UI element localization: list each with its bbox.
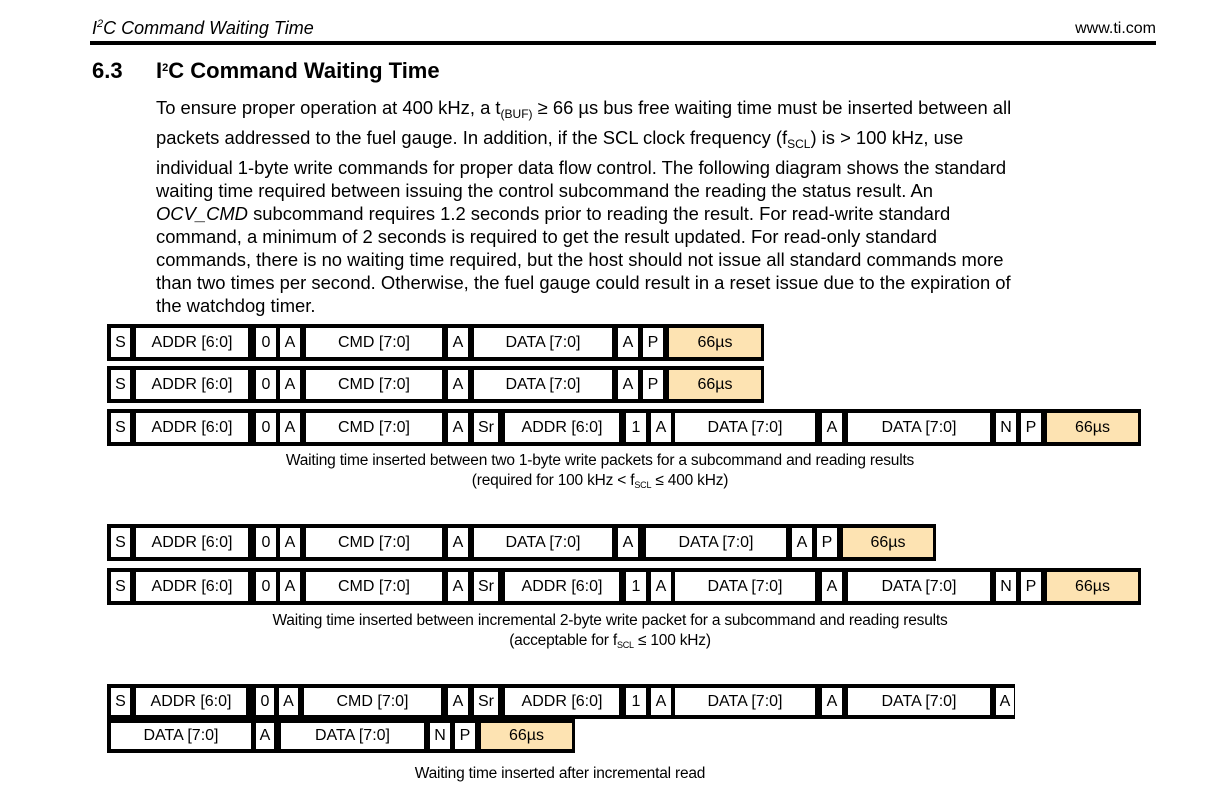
bit-field-cell: N xyxy=(996,413,1016,442)
bit-field-cell: 0 xyxy=(256,528,276,557)
bit-field-cell: 1 xyxy=(626,572,646,601)
bit-field-cell: DATA [7:0] xyxy=(281,723,424,749)
bit-field-cell: S xyxy=(111,328,130,357)
bit-field-cell: N xyxy=(430,723,450,749)
bit-field-cell: CMD [7:0] xyxy=(306,572,442,601)
body-paragraph: To ensure proper operation at 400 kHz, a $t_{(BUF)} \ge 66$ µs bus free waiting time must be inserted between all packets addressed to the fuel gauge. In addition, if the SCL clock frequency $(f_{SCL})$ is > 100 kHz, use individual 1-byte write commands for proper data flow control. The following diagram shows the standard waiting time required between issuing the control subcommand the reading the status result. An OCV_CMD subcommand requires 1.2 seconds prior to reading the result. For read-write standard command, a minimum of 2 seconds is required to get the result updated. For read-only standard commands, there is no waiting time required, but the host should not issue all standard commands more than two times per second. Otherwise, the fuel gauge could result in a reset issue due to the expiration of the watchdog timer. xyxy=(156,97,1012,316)
bit-field-cell: CMD [7:0] xyxy=(306,328,442,357)
bit-field-cell: DATA [7:0] xyxy=(474,528,612,557)
bit-field-cell: P xyxy=(1021,572,1041,601)
bit-field-cell: A xyxy=(280,370,300,399)
bit-field-cell: A xyxy=(618,328,638,357)
bit-field-cell: S xyxy=(111,572,130,601)
bit-field-cell: A xyxy=(448,688,468,715)
running-title: $I^2C$ Command Waiting Time xyxy=(92,18,314,38)
bit-field-cell: DATA [7:0] xyxy=(675,572,815,601)
bit-field-cell: A xyxy=(651,688,671,715)
wait-time-cell: 66µs xyxy=(1047,572,1138,601)
bit-field-cell: ADDR [6:0] xyxy=(136,528,248,557)
bit-field-cell: P xyxy=(643,328,663,357)
bit-field-cell: ADDR [6:0] xyxy=(505,688,619,715)
wait-time-cell: 66µs xyxy=(843,528,933,557)
bit-field-cell: ADDR [6:0] xyxy=(136,688,246,715)
bit-field-cell: A xyxy=(651,572,671,601)
bit-field-cell: A xyxy=(448,370,468,399)
diagram-1-row-1 xyxy=(107,324,764,361)
bit-field-cell: 1 xyxy=(626,688,646,715)
bit-field-cell: 0 xyxy=(256,413,276,442)
bit-field-cell: A xyxy=(280,413,300,442)
diagram-3-caption: Waiting time inserted after incremental read xyxy=(414,765,706,782)
bit-field-cell: DATA [7:0] xyxy=(848,688,990,715)
bit-field-cell: S xyxy=(111,413,130,442)
diagram-2-caption: Waiting time inserted between incremental 2-byte write packet for a subcommand and reading results (acceptable for $f_{SCL} \le 100$ kHz) xyxy=(272,612,948,650)
bit-field-cell: A xyxy=(448,328,468,357)
diagram-1-caption: Waiting time inserted between two 1-byte write packets for a subcommand and reading results (required for 100 kHz < $f_{SCL} \le 400$ kHz) xyxy=(285,452,915,490)
wait-time-cell: 66µs xyxy=(669,370,761,399)
bit-field-cell: DATA [7:0] xyxy=(675,688,815,715)
bit-field-cell: S xyxy=(111,370,130,399)
bit-field-cell: A xyxy=(448,572,468,601)
bit-field-cell: ADDR [6:0] xyxy=(505,572,619,601)
diagram-3-row-2 xyxy=(107,719,575,753)
diagram-1-row-2 xyxy=(107,366,764,403)
bit-field-cell: CMD [7:0] xyxy=(306,413,442,442)
bit-field-cell: A xyxy=(996,688,1014,715)
diagram-2-row-1 xyxy=(107,524,936,561)
bit-field-cell: A xyxy=(280,572,300,601)
bit-field-cell: A xyxy=(822,572,842,601)
bit-field-cell: Sr xyxy=(474,572,498,601)
bit-field-cell: 0 xyxy=(256,328,276,357)
bit-field-cell: A xyxy=(618,528,638,557)
bit-field-cell: S xyxy=(111,688,130,715)
bit-field-cell: A xyxy=(279,688,298,715)
bit-field-cell: CMD [7:0] xyxy=(306,370,442,399)
bit-field-cell: A xyxy=(651,413,671,442)
bit-field-cell: 0 xyxy=(256,370,276,399)
bit-field-cell: 0 xyxy=(256,572,276,601)
wait-time-cell: 66µs xyxy=(669,328,761,357)
diagram-3-row-1 xyxy=(107,684,1015,719)
bit-field-cell: DATA [7:0] xyxy=(474,328,612,357)
bit-field-cell: P xyxy=(1021,413,1041,442)
bit-field-cell: DATA [7:0] xyxy=(111,723,251,749)
bit-field-cell: A xyxy=(822,688,842,715)
bit-field-cell: ADDR [6:0] xyxy=(136,370,248,399)
section-number: 6.3 xyxy=(92,58,123,83)
bit-field-cell: A xyxy=(792,528,812,557)
bit-field-cell: CMD [7:0] xyxy=(306,528,442,557)
bit-field-cell: Sr xyxy=(474,688,498,715)
diagram-2-row-2 xyxy=(107,568,1141,605)
bit-field-cell: S xyxy=(111,528,130,557)
bit-field-cell: A xyxy=(448,413,468,442)
bit-field-cell: 0 xyxy=(256,688,274,715)
section-title: $I^2C$ Command Waiting Time xyxy=(156,58,440,83)
bit-field-cell: A xyxy=(618,370,638,399)
bit-field-cell: P xyxy=(643,370,663,399)
bit-field-cell: A xyxy=(448,528,468,557)
bit-field-cell: DATA [7:0] xyxy=(646,528,786,557)
bit-field-cell: P xyxy=(817,528,837,557)
diagram-1-row-3 xyxy=(107,409,1141,446)
bit-field-cell: A xyxy=(280,328,300,357)
bit-field-cell: 1 xyxy=(626,413,646,442)
bit-field-cell: Sr xyxy=(474,413,498,442)
bit-field-cell: ADDR [6:0] xyxy=(136,413,248,442)
bit-field-cell: DATA [7:0] xyxy=(675,413,815,442)
bit-field-cell: P xyxy=(455,723,475,749)
bit-field-cell: DATA [7:0] xyxy=(848,572,990,601)
wait-time-cell: 66µs xyxy=(1047,413,1138,442)
bit-field-cell: DATA [7:0] xyxy=(474,370,612,399)
bit-field-cell: A xyxy=(280,528,300,557)
bit-field-cell: ADDR [6:0] xyxy=(136,572,248,601)
wait-time-cell: 66µs xyxy=(481,723,572,749)
bit-field-cell: A xyxy=(256,723,274,749)
header-rule xyxy=(90,41,1156,45)
bit-field-cell: ADDR [6:0] xyxy=(505,413,619,442)
bit-field-cell: ADDR [6:0] xyxy=(136,328,248,357)
site-link[interactable]: www.ti.com xyxy=(1075,20,1156,37)
bit-field-cell: CMD [7:0] xyxy=(304,688,441,715)
bit-field-cell: N xyxy=(996,572,1016,601)
bit-field-cell: A xyxy=(822,413,842,442)
bit-field-cell: DATA [7:0] xyxy=(848,413,990,442)
